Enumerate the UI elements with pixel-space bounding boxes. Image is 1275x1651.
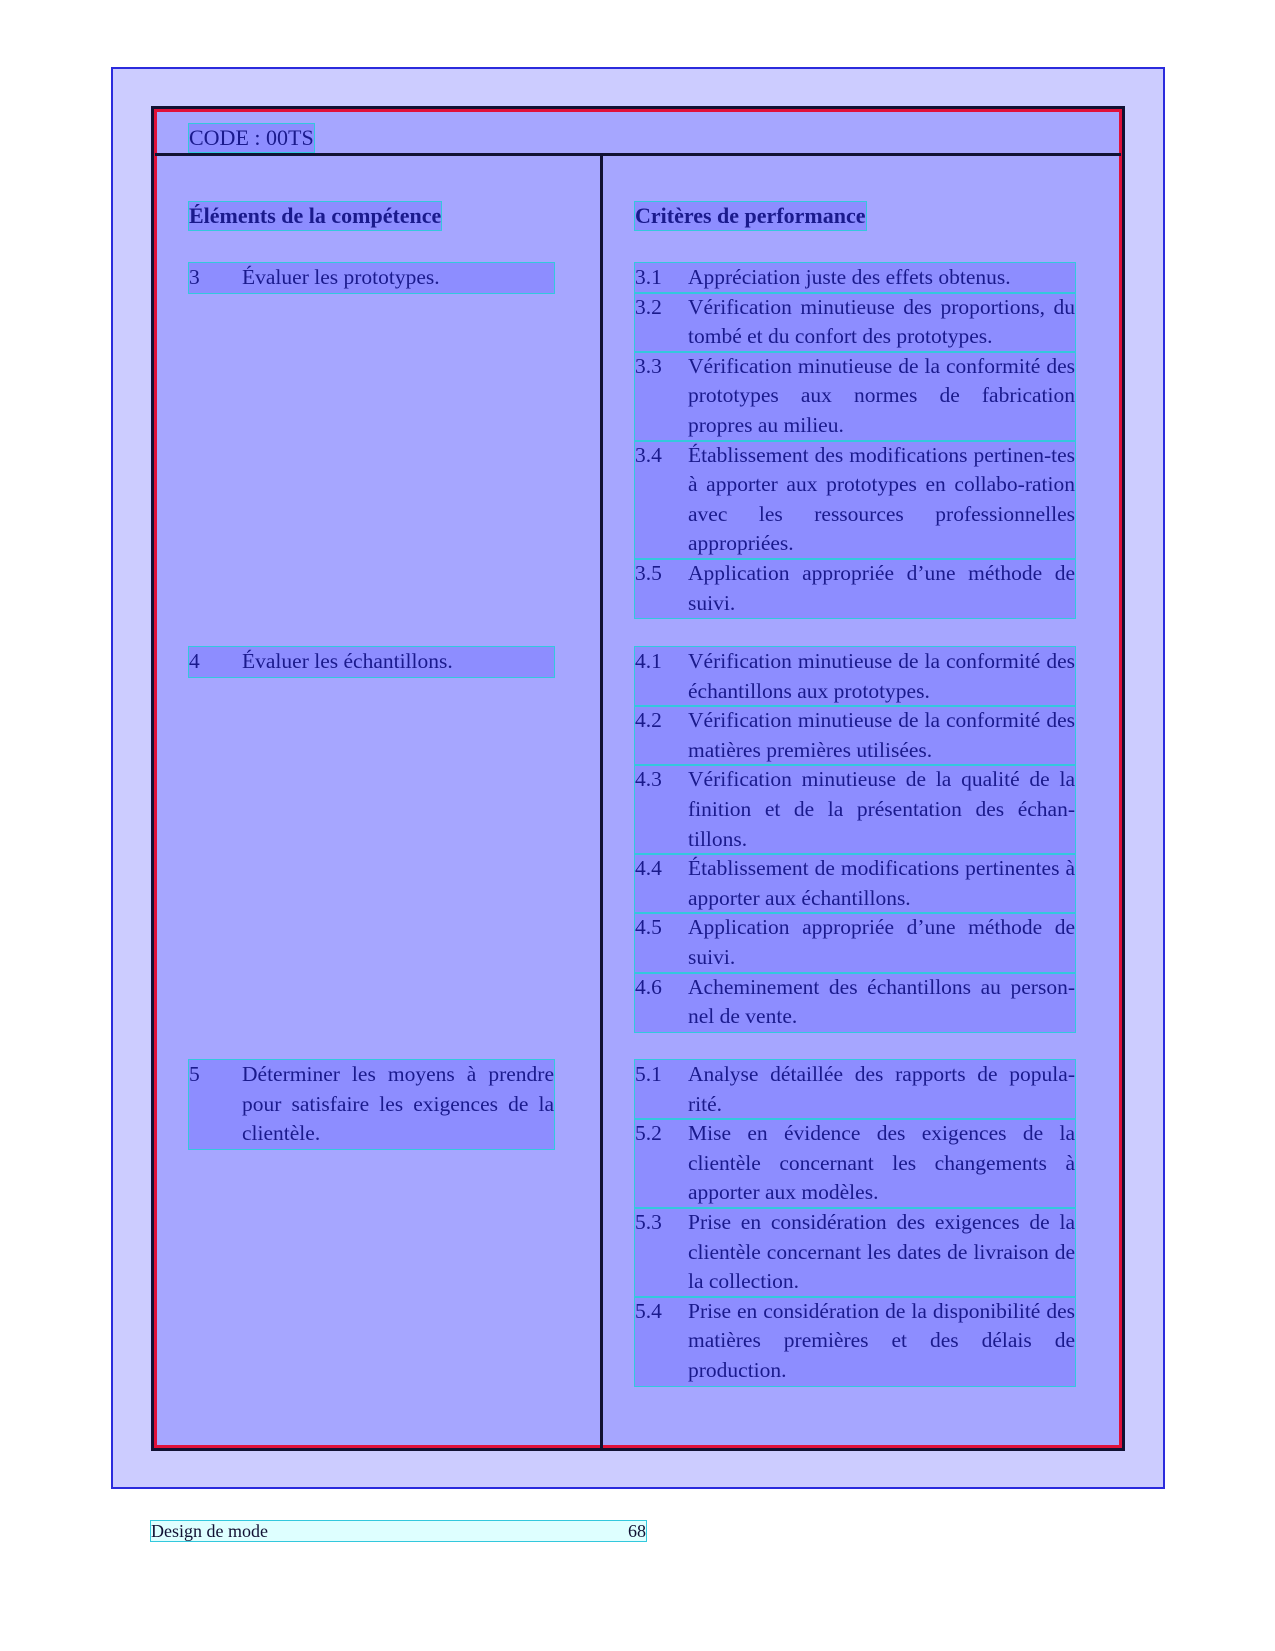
criterion-text: Prise en considération de la disponibilité des matières premières et des délais de production. — [688, 1298, 1075, 1382]
element-number: 3 — [189, 265, 200, 289]
footer-title: Design de mode — [151, 1521, 268, 1541]
element-text: Évaluer les échantillons. — [242, 649, 453, 673]
criterion-item — [635, 913, 1075, 972]
criterion-item — [635, 441, 1075, 559]
element-5 — [189, 1060, 554, 1149]
page-number: 68 — [628, 1521, 646, 1541]
criterion-number: 3.5 — [635, 560, 662, 585]
criterion-item — [635, 293, 1075, 352]
criterion-text: Analyse détaillée des rapports de popula-rité. — [688, 1062, 1075, 1116]
criteria-list-4 — [635, 647, 1075, 1032]
criterion-text: Prise en considération des exigences de la clientèle concernant les dates de livraison de la collection. — [688, 1209, 1075, 1294]
criterion-text: Vérification minutieuse des proportions, du tombé et du confort des prototypes. — [688, 294, 1075, 349]
criterion-number: 5.3 — [635, 1209, 662, 1234]
criterion-item — [635, 1208, 1075, 1297]
criterion-number: 3.1 — [635, 265, 662, 289]
element-3 — [189, 263, 554, 293]
page-footer — [151, 1521, 646, 1541]
criterion-text: Établissement de modifications pertinentes à apporter aux échantillons. — [688, 856, 1075, 910]
criterion-number: 5.4 — [635, 1298, 662, 1323]
criterion-item — [635, 647, 1075, 706]
criterion-number: 4.2 — [635, 708, 662, 733]
element-number: 4 — [189, 649, 200, 673]
criterion-number: 4.6 — [635, 974, 662, 999]
criterion-text: Acheminement des échantillons au person-nel de vente. — [688, 974, 1075, 1029]
criterion-text: Vérification minutieuse de la conformité des matières premières utilisées. — [688, 708, 1075, 762]
element-number: 5 — [189, 1062, 200, 1086]
criterion-number: 5.1 — [635, 1062, 662, 1086]
element-text: Déterminer les moyens à prendre pour satisfaire les exigences de la clientèle. — [242, 1062, 554, 1146]
criterion-item — [635, 352, 1075, 441]
criteria-list-5 — [635, 1060, 1075, 1386]
criterion-item — [635, 1297, 1075, 1386]
elements-heading: Éléments de la compétence — [189, 203, 442, 228]
criterion-text: Mise en évidence des exigences de la clientèle concernant les changements à apporter aux modèles. — [688, 1121, 1075, 1205]
criterion-item — [635, 1119, 1075, 1208]
element-4 — [189, 647, 554, 677]
criteria-list-3 — [635, 263, 1075, 618]
header-divider — [155, 153, 1121, 156]
criterion-text: Établissement des modifications pertinen-tes à apporter aux prototypes en collabo-ration avec les ressources professionnelles appropriées. — [688, 442, 1075, 556]
criterion-item — [635, 1060, 1075, 1119]
criterion-item — [635, 854, 1075, 913]
criterion-number: 4.1 — [635, 649, 662, 673]
criterion-item — [635, 765, 1075, 854]
criterion-number: 3.3 — [635, 353, 662, 378]
element-text: Évaluer les prototypes. — [242, 265, 440, 289]
criterion-number: 5.2 — [635, 1121, 662, 1146]
criterion-text: Vérification minutieuse de la qualité de la finition et de la présentation des échan-tillons. — [688, 767, 1075, 851]
criterion-text: Application appropriée d’une méthode de suivi. — [688, 915, 1075, 969]
criterion-number: 4.3 — [635, 767, 662, 792]
criterion-text: Appréciation juste des effets obtenus. — [688, 265, 1011, 289]
criterion-number: 4.4 — [635, 856, 662, 881]
criterion-number: 4.5 — [635, 915, 662, 940]
criterion-text: Vérification minutieuse de la conformité des échantillons aux prototypes. — [688, 649, 1075, 703]
criterion-text: Vérification minutieuse de la conformité des prototypes aux normes de fabrication propres au milieu. — [688, 353, 1075, 437]
criterion-item — [635, 559, 1075, 618]
competency-code: CODE : 00TS — [189, 125, 314, 150]
criterion-item — [635, 263, 1075, 293]
column-divider — [600, 155, 603, 1448]
criterion-item — [635, 973, 1075, 1032]
criterion-item — [635, 706, 1075, 765]
criterion-text: Application appropriée d’une méthode de suivi. — [688, 560, 1075, 615]
criterion-number: 3.2 — [635, 294, 662, 319]
criterion-number: 3.4 — [635, 442, 662, 467]
criteria-heading: Critères de performance — [635, 203, 866, 228]
